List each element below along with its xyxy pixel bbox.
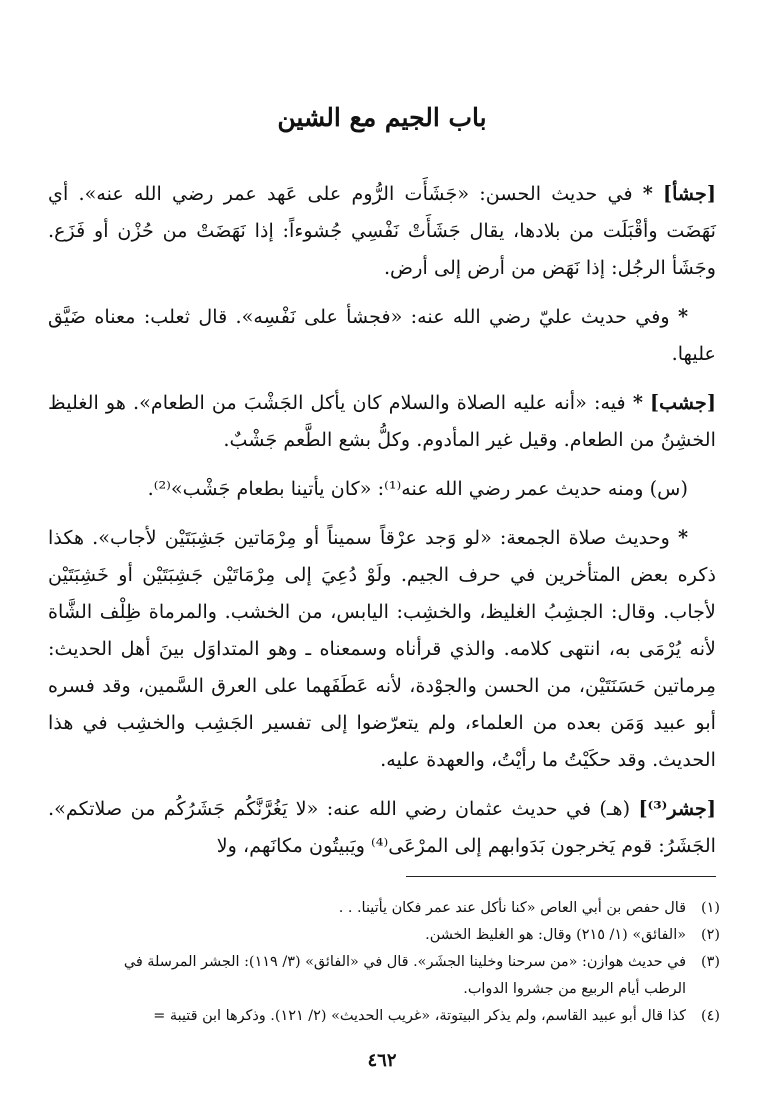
footnote — [48, 1003, 720, 1030]
paragraph-juma-prayer — [48, 519, 716, 778]
paragraph-umar-hadith — [48, 470, 716, 507]
footnote-text: قال حفص بن أبي العاص «كنا نأكل عند عمر فكان يأتينا. . . — [338, 900, 686, 916]
footnote — [48, 922, 720, 949]
footnote-divider — [406, 876, 716, 877]
footnote-number: (٤) — [701, 1008, 720, 1024]
entry-label: [جشر⁽³⁾] — [638, 797, 716, 820]
footnote — [48, 949, 720, 976]
paragraph-text: في حديث الحسن: «جَشَأَت الرُّوم على عَهد عمر رضي الله عنه». أي نَهَضَت وأقْبَلَت من بلادها، يقال جَشَأَتْ نَفْسِي جُشوءاً: إذا نَهَضَتْ من حُزْن أو فَزَع. وجَشَأ الرجُل: إذا نَهَض من أرض إلى أرض. — [48, 182, 716, 279]
footnote-continuation-text: الرطب أيام الربيع من جشروا الدواب. — [463, 981, 686, 997]
chapter-heading: باب الجيم مع الشين — [277, 103, 487, 132]
footnote-text: في حديث هوازن: «من سرحنا وخلينا الجشَر». قال في «الفائق» (٣/ ١١٩): الجشر المرسلة في — [123, 954, 686, 970]
footnote-text: كذا قال أبو عبيد القاسم، ولم يذكر البيتوتة، «غريب الحديث» (٢/ ١٢١). وذكرها ابن قتيبة = — [153, 1008, 686, 1024]
paragraph-text: (هـ) في حديث عثمان رضي الله عنه: «لا يَغُرَّنَّكُم جَشَرُكُم من صلاتكم». الجَشَرُ: قوم يَخرجون بَدَوابهم إلى المرْعَى⁽⁴⁾ ويَبيتُون مكانَهم، ولا — [48, 797, 716, 857]
footnote — [48, 895, 720, 922]
footnote-continuation — [48, 976, 720, 1003]
paragraph-text: وحديث صلاة الجمعة: «لو وَجد عرْقاً سميناً أو مِرْمَاتين جَشِبَتَيْن لأجاب». هكذا ذكره بعض المتأخرين في حرف الجيم. ولَوْ دُعِيَ إلى مِرْمَاتَيْن جَشِبَتَيْن أو خَشِبَتَيْن لأجاب. وقال: الجشِبُ الغليظ، والخشِب: اليابس، من الخشب. والمرماة ظِلْف الشَّاة لأنه يُرْمَى به، انتهى كلامه. والذي قرأناه وسمعناه ـ وهو المتداوَل بينَ أهل الحديث: مِرماتين حَسَنَتَيْن، من الحسن والجوْدة، لأنه عَطَفَهما على العرق السَّمين، وقد فسره أبو عبيد وَمَن بعده من العلماء، ولم يتعرّضوا إلى تفسير الجَشِب والخشِب في هذا الحديث. وقد حكَيْتُ ما رأيْتُ، والعهدة عليه. — [48, 526, 716, 771]
paragraph-ali-hadith — [48, 298, 716, 372]
asterisk-marker: * — [642, 182, 653, 205]
asterisk-marker: * — [677, 305, 688, 328]
paragraph-jashb — [48, 384, 716, 458]
paragraph-text: فيه: «أنه عليه الصلاة والسلام كان يأكل الجَشْبَ من الطعام». هو الغليظ الخشِنُ من الطعام. وقيل غير المأدوم. وكلُّ بشع الطَّعم جَشْبٌ. — [48, 391, 716, 451]
paragraph-text: (س) ومنه حديث عمر رضي الله عنه⁽¹⁾: «كان يأتينا بطعام جَشْب»⁽²⁾. — [147, 477, 688, 500]
paragraph-text: وفي حديث عليّ رضي الله عنه: «فجشأ على نَفْسِه». قال ثعلب: معناه ضَيَّق عليها. — [48, 305, 716, 365]
entry-label: [جشأ] — [663, 182, 716, 205]
page-number: ٤٦٢ — [367, 1050, 397, 1071]
main-text — [48, 175, 716, 876]
footnote-number: (٣) — [701, 954, 720, 970]
asterisk-marker: * — [632, 391, 643, 414]
paragraph-jashar — [48, 790, 716, 864]
entry-label: [جشب] — [650, 391, 716, 414]
footnote-number: (١) — [701, 900, 720, 916]
asterisk-marker: * — [677, 526, 688, 549]
footnote-text: «الفائق» (١/ ٢١٥) وقال: هو الغليظ الخشن. — [425, 927, 686, 943]
footnote-number: (٢) — [701, 927, 720, 943]
paragraph-jasha — [48, 175, 716, 286]
footnotes — [48, 895, 720, 1030]
